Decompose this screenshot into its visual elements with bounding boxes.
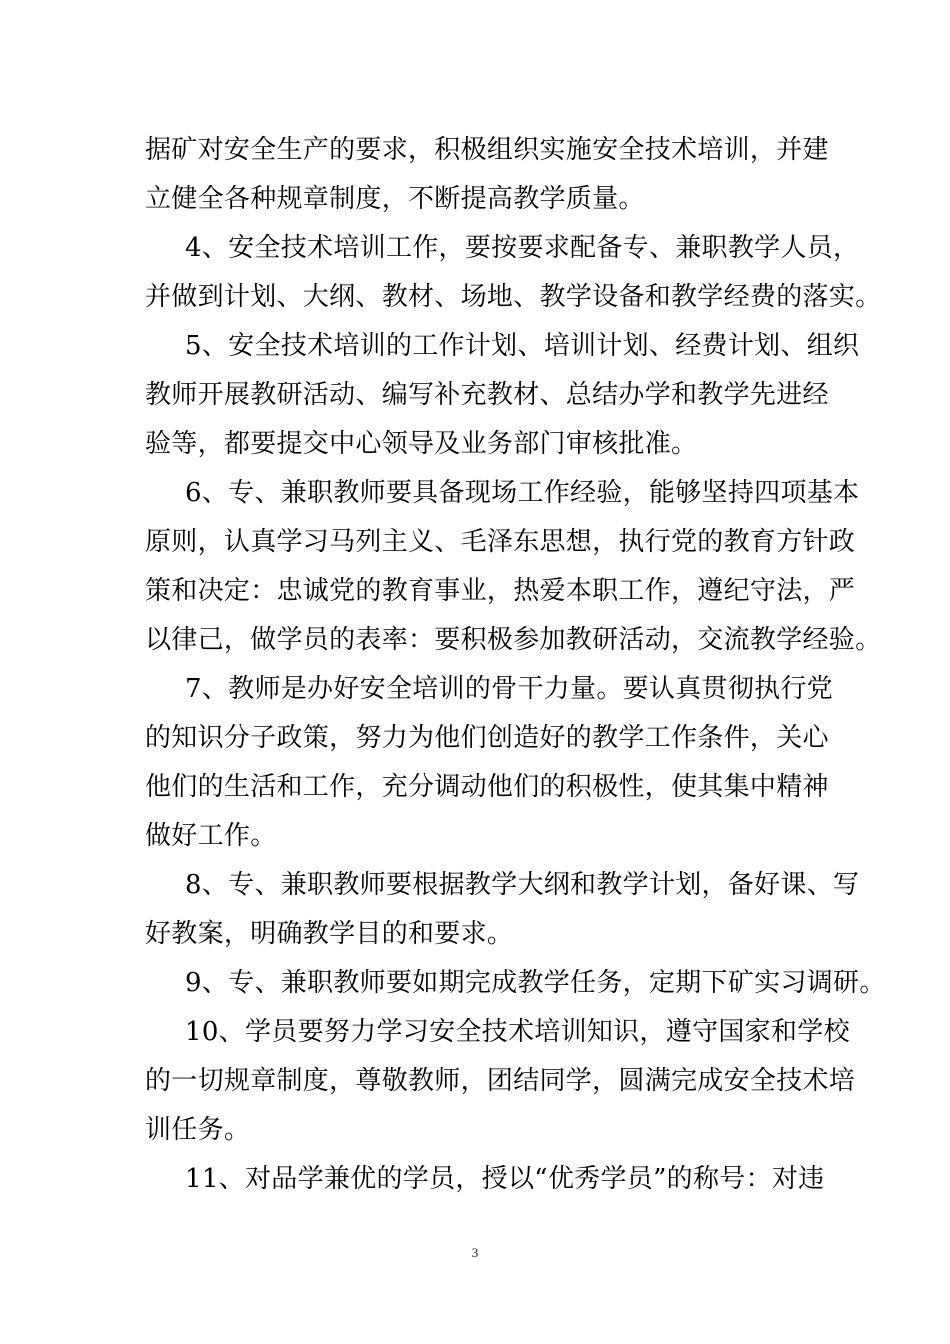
paragraph-item-4: 4、安全技术培训工作，要按要求配备专、兼职教学人员， <box>185 233 860 263</box>
text-line: 据矿对安全生产的要求，积极组织实施安全技术培训，并建 <box>145 135 829 165</box>
paragraph-item-5: 5、安全技术培训的工作计划、培训计划、经费计划、组织 <box>185 331 860 361</box>
text-line: 以律己，做学员的表率：要积极参加教研活动，交流教学经验。 <box>145 625 882 655</box>
page-number: 3 <box>471 1245 479 1260</box>
paragraph-item-9: 9、专、兼职教师要如期完成教学任务，定期下矿实习调研。 <box>185 968 886 998</box>
paragraph-item-6: 6、专、兼职教师要具备现场工作经验，能够坚持四项基本 <box>185 478 860 508</box>
text-line: 好教案，明确教学目的和要求。 <box>145 919 514 949</box>
text-line: 做好工作。 <box>145 821 277 851</box>
text-line: 训任务。 <box>145 1115 251 1145</box>
text-line: 他们的生活和工作，充分调动他们的积极性，使其集中精神 <box>145 772 829 802</box>
text-line: 并做到计划、大纲、教材、场地、教学设备和教学经费的落实。 <box>145 282 882 312</box>
text-line: 验等，都要提交中心领导及业务部门审核批准。 <box>145 429 698 459</box>
text-line: 原则，认真学习马列主义、毛泽东思想，执行党的教育方针政 <box>145 527 856 557</box>
paragraph-item-7: 7、教师是办好安全培训的骨干力量。要认真贯彻执行党 <box>185 674 834 704</box>
paragraph-item-11: 11、对品学兼优的学员，授以“优秀学员”的称号：对违 <box>185 1164 825 1194</box>
paragraph-item-8: 8、专、兼职教师要根据教学大纲和教学计划，备好课、写 <box>185 870 860 900</box>
paragraph-item-10: 10、学员要努力学习安全技术培训知识，遵守国家和学校 <box>185 1017 850 1047</box>
text-line: 的知识分子政策，努力为他们创造好的教学工作条件，关心 <box>145 723 829 753</box>
text-line: 立健全各种规章制度，不断提高教学质量。 <box>145 184 645 214</box>
text-line: 的一切规章制度，尊敬教师，团结同学，圆满完成安全技术培 <box>145 1066 856 1096</box>
text-line: 策和决定：忠诚党的教育事业，热爱本职工作，遵纪守法，严 <box>145 576 856 606</box>
text-line: 教师开展教研活动、编写补充教材、总结办学和教学先进经 <box>145 380 829 410</box>
